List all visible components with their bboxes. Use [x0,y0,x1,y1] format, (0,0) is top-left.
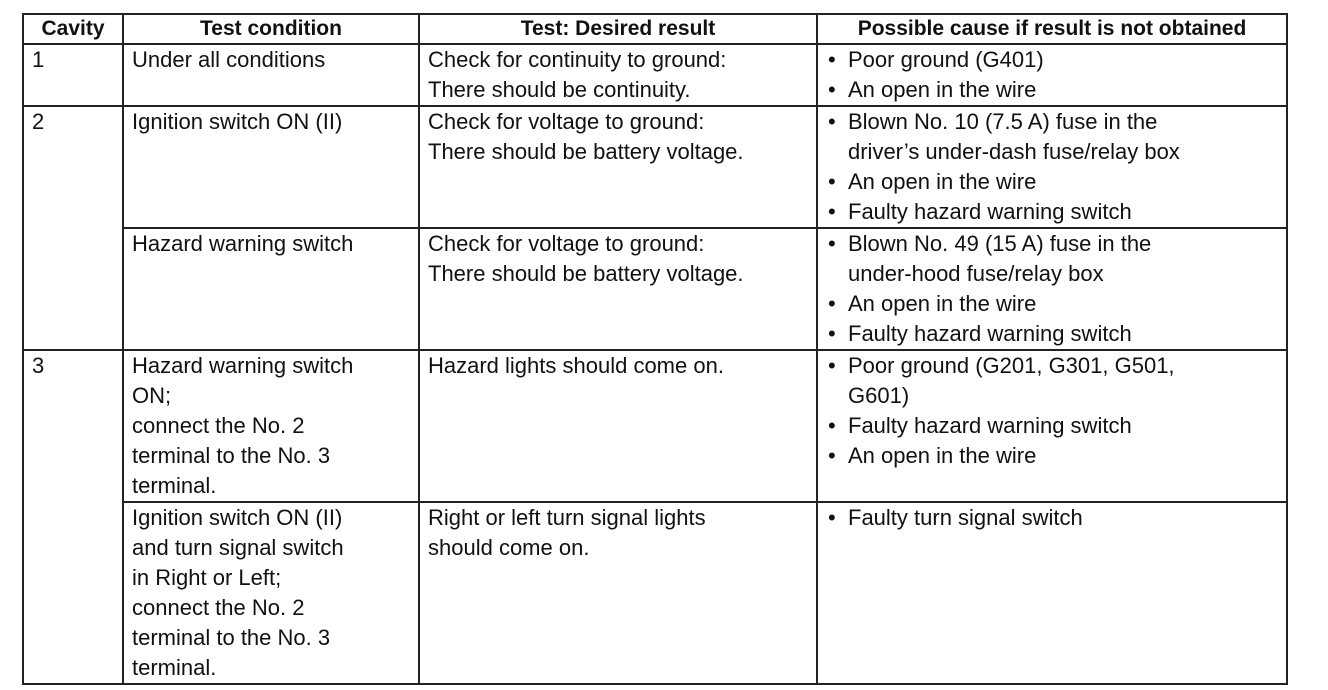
condition-line: terminal. [132,473,217,498]
table-row [23,106,1287,228]
possible-cause-cell [817,44,1287,106]
possible-cause-cell [817,106,1287,228]
table-row [23,44,1287,106]
desired-result-cell [419,502,817,684]
condition-line: terminal. [132,655,217,680]
cause-line: G601) [848,383,910,408]
cause-line: An open in the wire [848,169,1037,194]
result-line: Right or left turn signal lights [428,505,706,530]
table-row [23,228,1287,350]
bullet-dot: • [828,443,836,468]
cause-line: driver’s under-dash fuse/relay box [848,139,1180,164]
test-condition-cell [123,502,419,684]
cause-bullet-item [826,319,1278,349]
result-line: should come on. [428,535,590,560]
bullet-dot: • [828,169,836,194]
bullet-dot: • [828,321,836,346]
result-line: There should be battery voltage. [428,139,744,164]
cause-line: An open in the wire [848,291,1037,316]
cause-bullet-item [826,503,1278,533]
cause-bullet-item [826,75,1278,105]
header-cavity: Cavity [23,14,123,44]
test-table [22,13,1288,685]
cause-line: Faulty hazard warning switch [848,199,1132,224]
cause-line: Poor ground (G201, G301, G501, [848,353,1175,378]
cause-bullet-item [826,197,1278,227]
cause-bullet-item [826,289,1278,319]
header-desired-result: Test: Desired result [419,14,817,44]
condition-line: Hazard warning switch [132,231,354,256]
bullet-dot: • [828,413,836,438]
cause-bullet-item [826,229,1278,289]
table-header-row [23,14,1287,44]
test-condition-cell [123,350,419,502]
cavity-cell: 3 [23,350,123,684]
header-possible-cause: Possible cause if result is not obtained [817,14,1287,44]
result-line: There should be continuity. [428,77,691,102]
desired-result-cell [419,106,817,228]
bullet-dot: • [828,77,836,102]
bullet-dot: • [828,291,836,316]
cause-line: Faulty turn signal switch [848,505,1083,530]
cause-bullet-item [826,45,1278,75]
bullet-dot: • [828,231,836,256]
test-condition-cell [123,106,419,228]
bullet-dot: • [828,353,836,378]
result-line: Check for voltage to ground: [428,109,705,134]
bullet-dot: • [828,47,836,72]
table-row [23,502,1287,684]
cause-line: Faulty hazard warning switch [848,321,1132,346]
cavity-cell: 1 [23,44,123,106]
cavity-cell: 2 [23,106,123,350]
cause-bullet-item [826,107,1278,167]
table-body [23,44,1287,684]
possible-cause-cell [817,350,1287,502]
condition-line: terminal to the No. 3 [132,443,331,468]
bullet-dot: • [828,199,836,224]
cause-bullet-item [826,441,1278,471]
desired-result-cell [419,350,817,502]
result-line: Check for voltage to ground: [428,231,705,256]
condition-line: Under all conditions [132,47,326,72]
condition-line: Hazard warning switch [132,353,354,378]
condition-line: ON; [132,383,172,408]
cause-line: Faulty hazard warning switch [848,413,1132,438]
result-line: There should be battery voltage. [428,261,744,286]
condition-line: connect the No. 2 [132,595,305,620]
condition-line: Ignition switch ON (II) [132,505,343,530]
cause-line: under-hood fuse/relay box [848,261,1104,286]
table-row [23,350,1287,502]
condition-line: terminal to the No. 3 [132,625,331,650]
cause-bullet-item [826,351,1278,411]
result-line: Check for continuity to ground: [428,47,727,72]
cause-line: Blown No. 10 (7.5 A) fuse in the [848,109,1158,134]
header-test-condition: Test condition [123,14,419,44]
cause-bullet-item [826,411,1278,441]
desired-result-cell [419,228,817,350]
cause-line: Poor ground (G401) [848,47,1044,72]
condition-line: and turn signal switch [132,535,344,560]
cause-bullet-item [826,167,1278,197]
condition-line: Ignition switch ON (II) [132,109,343,134]
cause-line: An open in the wire [848,443,1037,468]
cause-line: Blown No. 49 (15 A) fuse in the [848,231,1152,256]
bullet-dot: • [828,109,836,134]
possible-cause-cell [817,228,1287,350]
test-table-container [22,13,1286,685]
possible-cause-cell [817,502,1287,684]
bullet-dot: • [828,505,836,530]
condition-line: in Right or Left; [132,565,282,590]
result-line: Hazard lights should come on. [428,353,724,378]
test-condition-cell [123,44,419,106]
cause-line: An open in the wire [848,77,1037,102]
desired-result-cell [419,44,817,106]
test-condition-cell [123,228,419,350]
condition-line: connect the No. 2 [132,413,305,438]
